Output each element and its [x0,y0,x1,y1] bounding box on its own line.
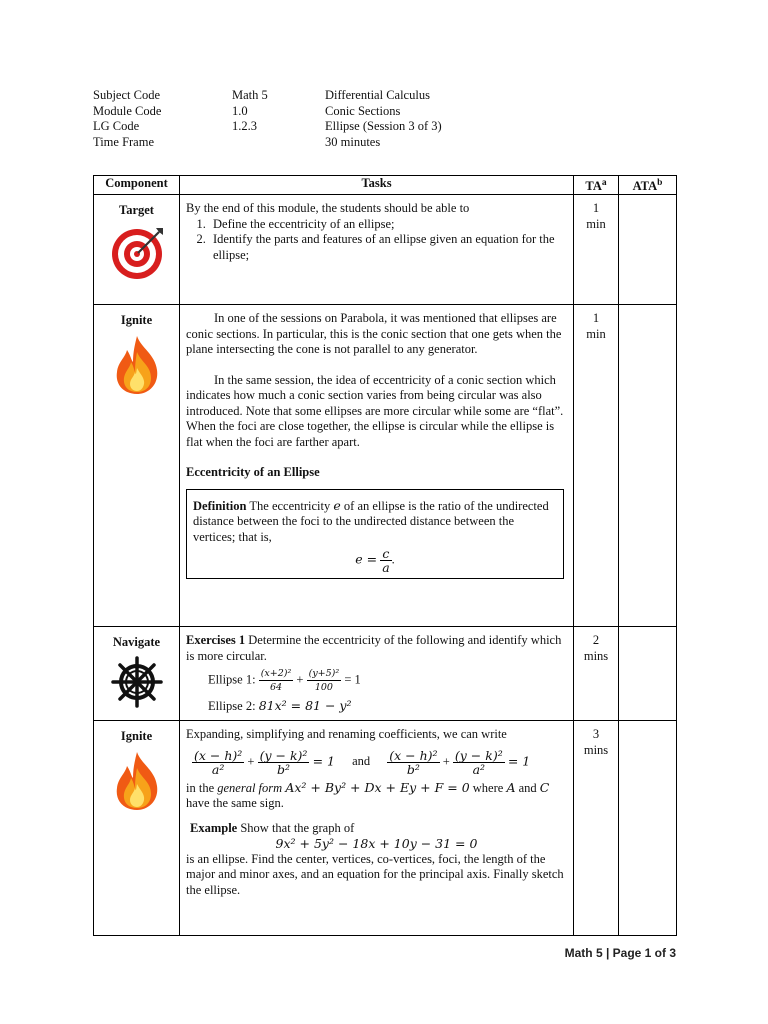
exercise-text: Determine the eccentricity of the following and identify which is more circular. [186,633,562,663]
fraction [307,667,342,694]
ellipse-label: Ellipse 2: [208,699,256,714]
paragraph: In one of the sessions on Parabola, it was mentioned that ellipses are conic sections. In particular, this is the conic section that one gets when the plane intersecting the cone is not parallel to any generator. [186,311,562,357]
numerator: c [380,547,391,561]
table-header-row [94,176,677,195]
header-row-subject [93,88,593,104]
ta-cell [574,627,619,721]
paragraph: Expanding, simplifying and renaming coefficients, we can write [186,727,507,742]
definition-text: The eccentricity [249,498,331,513]
denominator: a² [211,761,225,777]
denominator: 64 [269,682,283,694]
column-header-tasks: Tasks [180,176,574,195]
header-value: Ellipse (Session 3 of 3) [325,119,442,133]
definition-text: of an ellipse is the ratio of the undirected distance between the foci to the undirected distance between the vertices; that is, [193,498,549,544]
ship-wheel-icon [108,656,166,708]
tasks-cell [180,721,574,936]
header-code: Math 5 [232,88,268,102]
component-cell [94,627,180,721]
list-item: 2. Identify the parts and features of an ellipse given an equation for the ellipse; [209,232,567,263]
tasks-cell [180,195,574,305]
ta-unit: min [586,216,606,231]
objectives-list [186,217,567,264]
list-item: 1. Define the eccentricity of an ellipse; [209,217,567,233]
ta-cell [574,305,619,627]
fire-icon [111,334,163,396]
component-cell [94,195,180,305]
example-text: Show that the graph of [240,820,355,835]
ellipse-1: Ellipse 1: $\frac{\text{(x+2)²}}{64}$ + $\frac{\text{(y+5)²}}{100}$ = 1 [208,668,361,694]
text: have the same sign. [186,796,284,811]
header-label: Time Frame [93,134,154,149]
module-header [93,88,593,150]
ta-value: 1 [592,201,600,216]
table-row-target [94,195,677,305]
ata-header-sup: b [657,178,663,188]
fraction [259,667,294,694]
numerator: (x − h)² [194,747,243,763]
denominator: a² [472,761,486,777]
equation-rhs: = 1 [344,672,361,687]
eccentricity-formula [193,547,557,574]
numerator: (y − k)² [454,747,503,763]
example-instructions: is an ellipse. Find the center, vertices, co-vertices, foci, the length of the major and minor axes, and an equation for the principal axis. Finally sketch the ellipse. [186,851,564,897]
math-variable: e [333,497,341,513]
ta-unit: mins [583,648,609,663]
header-label: Module Code [93,103,162,118]
table-row-navigate [94,627,677,721]
definition-label: Definition [193,498,247,513]
header-row-lg [93,119,593,135]
equation-rhs: = 1 [507,753,531,769]
tasks-cell [180,627,574,721]
text: where [472,780,504,795]
tasks-cell [180,305,574,627]
header-row-module [93,104,593,120]
target-icon [107,224,167,280]
column-header-component: Component [94,176,180,195]
header-value: Conic Sections [325,103,401,118]
text: in the [186,780,215,795]
equation: Ax² + By² + Dx + Ey + F = 0 [285,779,470,795]
ta-unit: mins [583,742,609,757]
standard-forms: $\frac{\text{(x − h)²}}{\text{a²}}$ + $\frac{\text{(y − k)²}}{\text{b²}}$ = 1 and $\frac{\text{(x − h)²}}{\text{b²}}$ + $\frac{\text{(y − k)²}}{\text{a²}}$ = 1 [194,747,531,777]
lesson-plan-table [93,175,677,936]
ta-unit: min [586,326,606,341]
ta-cell [574,721,619,936]
ta-value: 3 [592,727,600,742]
table-row-ignite [94,721,677,936]
term: general form [217,780,283,795]
objectives-intro: By the end of this module, the students should be able to [186,201,470,216]
denominator: 100 [314,682,333,694]
ellipse-2 [208,698,567,715]
equation: 81x² = 81 − y² [258,698,352,714]
header-label: Subject Code [93,88,161,102]
component-label: Navigate [112,635,161,650]
definition-box [186,489,564,580]
text: and [518,780,537,795]
ellipse-label: Ellipse 1: [208,672,256,687]
fraction [258,749,310,776]
formula-lhs: e = [355,551,378,567]
example-label: Example [190,820,238,835]
component-cell [94,305,180,627]
component-label: Ignite [120,313,153,328]
section-heading: Eccentricity of an Ellipse [186,465,320,480]
column-header-ata [619,176,677,195]
denominator: b² [406,761,420,777]
header-value: 30 minutes [325,134,381,149]
exercise-label: Exercises 1 [186,633,246,648]
math-variable: C [539,779,550,795]
ta-value: 2 [592,633,600,648]
conjunction: and [352,754,371,769]
fire-icon [111,750,163,812]
general-form-text [186,780,567,812]
component-label: Target [119,203,154,218]
ta-header-text: TA [585,179,602,194]
ata-cell [619,195,677,305]
header-row-time [93,135,593,151]
header-label: LG Code [93,119,140,133]
component-label: Ignite [120,729,153,744]
ta-cell [574,195,619,305]
header-code: 1.2.3 [232,119,257,133]
numerator: (y − k)² [259,747,308,763]
component-cell [94,721,180,936]
fraction [380,547,391,574]
header-code: 1.0 [232,103,248,118]
formula-end: . [391,552,395,567]
table-row-ignite [94,305,677,627]
denominator: a [382,560,390,576]
fraction [387,749,439,776]
ta-value: 1 [592,311,600,326]
header-value: Differential Calculus [325,88,430,102]
fraction [453,749,505,776]
ta-header-sup: a [601,178,607,188]
column-header-ta [574,176,619,195]
ata-header-text: ATA [632,179,658,194]
example-equation: 9x² + 5y² − 18x + 10y − 31 = 0 [275,836,478,852]
ata-cell [619,305,677,627]
page-footer: Math 5 | Page 1 of 3 [564,946,676,960]
ata-cell [619,627,677,721]
ata-cell [619,721,677,936]
numerator: (y+5)² [308,668,340,680]
equation-rhs: = 1 [312,753,335,769]
numerator: (x − h)² [389,747,438,763]
numerator: (x+2)² [260,668,292,680]
denominator: b² [277,761,291,777]
fraction [192,749,244,776]
paragraph: In the same session, the idea of eccentricity of a conic section which indicates how much a conic section varies from being circular was also introduced. Note that some ellipses are more circular while some are “flat”. When the foci are close together, the ellipse is circular while the ellipse is flat when the foci are farther apart. [186,372,564,449]
math-variable: A [506,779,516,795]
